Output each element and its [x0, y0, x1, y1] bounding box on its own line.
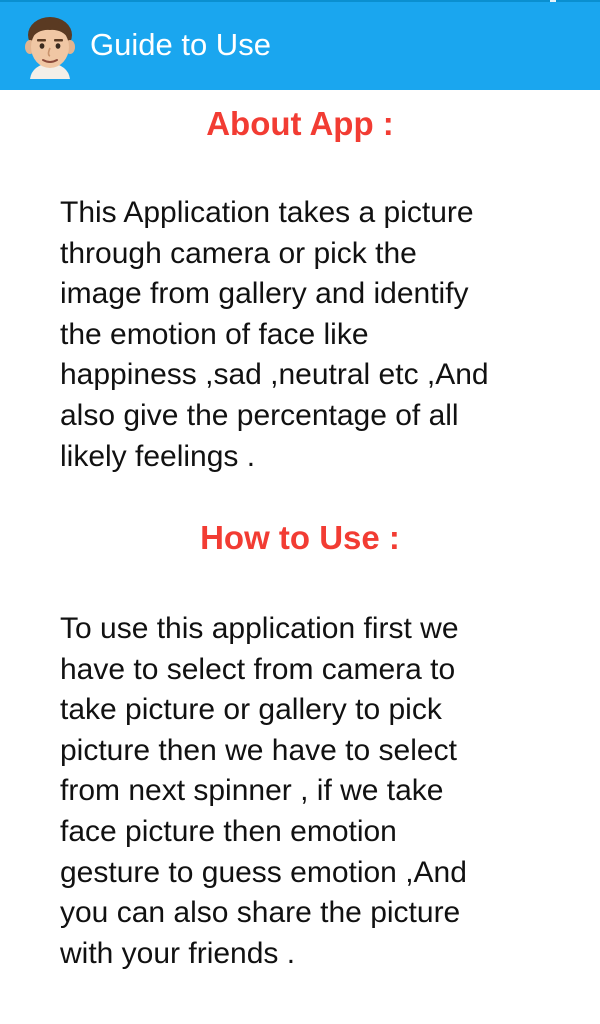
paragraph-line: happiness ,sad ,neutral etc ,And: [60, 358, 489, 392]
paragraph-line: also give the percentage of all: [60, 398, 459, 432]
paragraph-line: you can also share the picture: [60, 896, 461, 930]
paragraph-line: take picture or gallery to pick: [60, 693, 442, 727]
paragraph-line: face picture then emotion: [60, 814, 397, 848]
paragraph-line: picture then we have to select: [60, 733, 457, 767]
how-to-use-heading: How to Use :: [200, 519, 400, 556]
paragraph-line: have to select from camera to: [60, 652, 456, 686]
paragraph-line: through camera or pick the: [60, 236, 417, 270]
paragraph-line: the emotion of face like: [60, 317, 369, 351]
paragraph-line: with your friends .: [60, 936, 296, 970]
paragraph-line: This Application takes a picture: [60, 196, 474, 229]
paragraph-line: gesture to guess emotion ,And: [60, 855, 467, 889]
paragraph-line: likely feelings .: [60, 439, 256, 473]
about-app-paragraph: [60, 193, 580, 477]
action-bar: [0, 2, 600, 90]
how-to-use-paragraph: [60, 609, 580, 974]
page-title: Guide to Use: [90, 27, 271, 62]
face-emoji-icon: [22, 13, 78, 79]
paragraph-line: from next spinner , if we take: [60, 774, 444, 808]
paragraph-line: image from gallery and identify: [60, 277, 469, 311]
about-app-heading: About App :: [206, 105, 394, 142]
paragraph-line: To use this application first we: [60, 612, 459, 645]
